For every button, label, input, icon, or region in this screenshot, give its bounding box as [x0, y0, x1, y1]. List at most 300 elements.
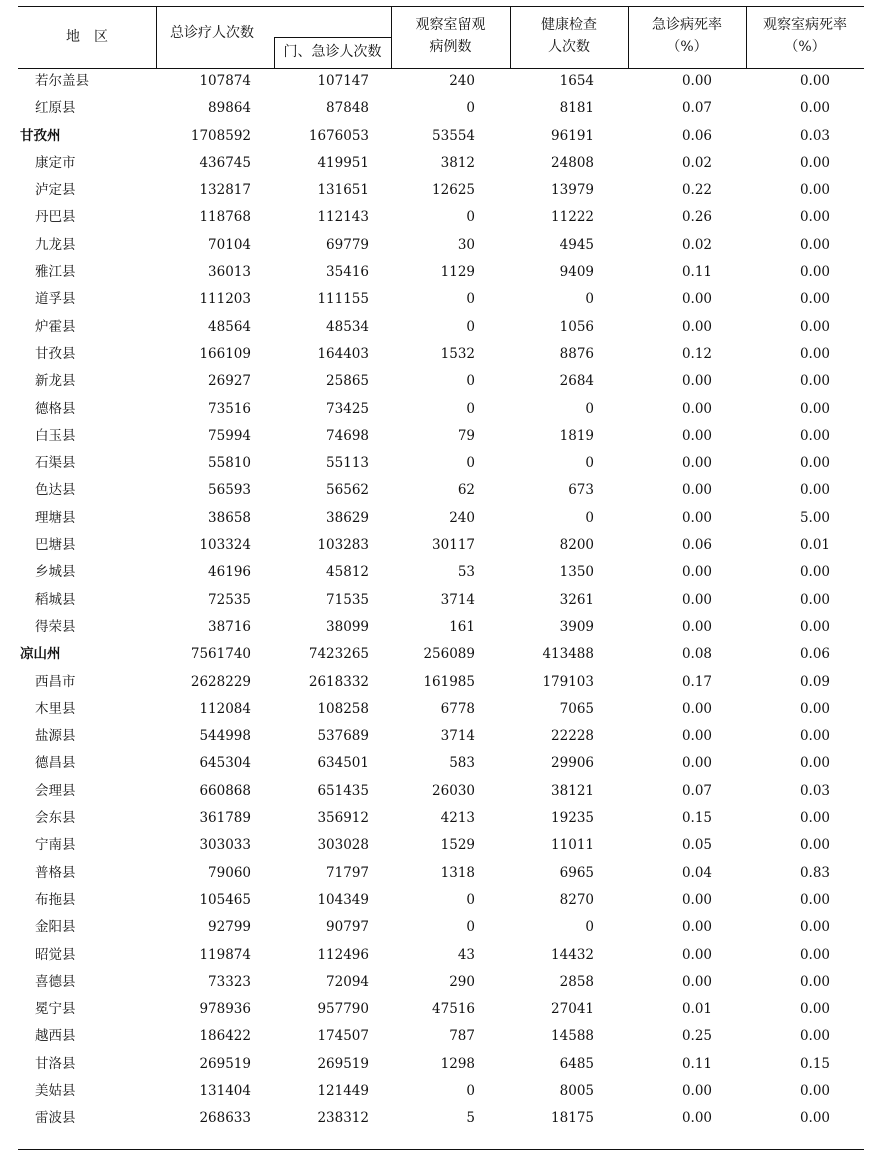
cell-outpatient-emergency: 957790: [317, 1001, 369, 1018]
cell-region: 色达县: [35, 482, 76, 499]
cell-health-checks: 2684: [559, 373, 594, 390]
cell-region: 金阳县: [35, 919, 76, 936]
cell-outpatient-emergency: 269519: [317, 1055, 369, 1072]
cell-observation-death-rate: 0.00: [799, 182, 830, 199]
cell-emergency-death-rate: 0.00: [681, 946, 712, 963]
cell-region: 白玉县: [35, 427, 76, 444]
cell-health-checks: 0: [585, 509, 594, 526]
cell-emergency-death-rate: 0.06: [681, 537, 712, 554]
cell-observation-death-rate: 0.03: [799, 127, 830, 144]
cell-observation-cases: 26030: [432, 782, 475, 799]
cell-observation-death-rate: 0.00: [799, 700, 830, 717]
cell-observation-cases: 256089: [423, 646, 475, 663]
cell-emergency-death-rate: 0.00: [681, 973, 712, 990]
header-observation-death-rate: 观察室病死率 （%）: [763, 17, 847, 55]
cell-outpatient-emergency: 303028: [317, 837, 369, 854]
cell-region: 冕宁县: [35, 1001, 76, 1018]
cell-total-visits: 36013: [208, 264, 251, 281]
table-row: [18, 68, 864, 95]
cell-outpatient-emergency: 7423265: [308, 646, 369, 663]
cell-observation-cases: 0: [466, 318, 475, 335]
cell-outpatient-emergency: 69779: [326, 236, 369, 253]
cell-emergency-death-rate: 0.00: [681, 591, 712, 608]
table-row: [18, 996, 864, 1023]
cell-outpatient-emergency: 107147: [317, 73, 369, 89]
cell-total-visits: 56593: [208, 482, 251, 499]
cell-region: 昭觉县: [35, 946, 76, 963]
cell-observation-cases: 47516: [432, 1001, 475, 1018]
cell-region: 甘孜州: [20, 127, 61, 144]
cell-observation-death-rate: 0.06: [799, 646, 830, 663]
table-row: [18, 95, 864, 122]
table-row: [18, 423, 864, 450]
cell-observation-cases: 1129: [440, 264, 475, 281]
cell-total-visits: 38716: [208, 618, 251, 635]
cell-health-checks: 13979: [551, 182, 594, 199]
cell-total-visits: 544998: [199, 728, 251, 745]
cell-observation-death-rate: 0.00: [799, 345, 830, 362]
cell-outpatient-emergency: 111155: [317, 291, 369, 308]
cell-total-visits: 105465: [199, 891, 251, 908]
cell-total-visits: 26927: [208, 373, 251, 390]
cell-total-visits: 269519: [199, 1055, 251, 1072]
cell-health-checks: 3909: [559, 618, 594, 635]
cell-observation-death-rate: 0.00: [799, 264, 830, 281]
cell-observation-death-rate: 0.00: [799, 236, 830, 253]
cell-health-checks: 0: [585, 400, 594, 417]
cell-outpatient-emergency: 71797: [326, 864, 369, 881]
cell-total-visits: 7561740: [190, 646, 251, 663]
cell-health-checks: 9409: [559, 264, 594, 281]
cell-observation-cases: 1298: [440, 1055, 475, 1072]
cell-outpatient-emergency: 112143: [317, 209, 369, 226]
cell-region: 盐源县: [35, 728, 76, 745]
cell-region: 会理县: [35, 782, 76, 799]
cell-outpatient-emergency: 108258: [317, 700, 369, 717]
cell-observation-death-rate: 0.00: [799, 318, 830, 335]
cell-health-checks: 11222: [551, 209, 594, 226]
cell-observation-death-rate: 0.00: [799, 564, 830, 581]
cell-outpatient-emergency: 419951: [317, 154, 369, 171]
cell-emergency-death-rate: 0.06: [681, 127, 712, 144]
cell-observation-death-rate: 0.00: [799, 427, 830, 444]
cell-observation-death-rate: 0.00: [799, 891, 830, 908]
cell-outpatient-emergency: 56562: [326, 482, 369, 499]
cell-health-checks: 2858: [559, 973, 594, 990]
cell-observation-cases: 0: [466, 209, 475, 226]
cell-emergency-death-rate: 0.00: [681, 919, 712, 936]
table-row: [18, 505, 864, 532]
cell-region: 宁南县: [35, 837, 76, 854]
cell-total-visits: 361789: [199, 810, 251, 827]
table-row: [18, 887, 864, 914]
cell-observation-death-rate: 0.00: [799, 1028, 830, 1045]
cell-emergency-death-rate: 0.00: [681, 755, 712, 772]
cell-observation-cases: 53554: [432, 127, 475, 144]
cell-observation-cases: 1529: [440, 837, 475, 854]
table-row: [18, 750, 864, 777]
cell-emergency-death-rate: 0.01: [681, 1001, 712, 1018]
cell-region: 道孚县: [35, 291, 76, 308]
cell-observation-cases: 3714: [440, 728, 475, 745]
cell-observation-cases: 787: [449, 1028, 475, 1045]
table-row: [18, 368, 864, 395]
cell-observation-cases: 6778: [440, 700, 475, 717]
cell-observation-death-rate: 0.09: [799, 673, 830, 690]
cell-health-checks: 7065: [559, 700, 594, 717]
cell-outpatient-emergency: 38099: [326, 618, 369, 635]
table-row: [18, 1023, 864, 1050]
cell-outpatient-emergency: 45812: [326, 564, 369, 581]
cell-region: 普格县: [35, 864, 76, 881]
header-emergency-death-rate: 急诊病死率 （%）: [652, 17, 722, 55]
cell-observation-cases: 53: [457, 564, 475, 581]
cell-region: 理塘县: [35, 509, 76, 526]
cell-outpatient-emergency: 2618332: [308, 673, 369, 690]
cell-observation-death-rate: 0.00: [799, 455, 830, 472]
cell-total-visits: 72535: [208, 591, 251, 608]
cell-observation-cases: 3812: [440, 154, 475, 171]
header-total-visits: 总诊疗人次数: [170, 25, 254, 41]
cell-region: 康定市: [35, 154, 76, 171]
cell-observation-cases: 3714: [440, 591, 475, 608]
cell-region: 雅江县: [35, 264, 76, 281]
cell-region: 西昌市: [35, 673, 76, 690]
cell-region: 若尔盖县: [35, 73, 89, 89]
cell-outpatient-emergency: 72094: [326, 973, 369, 990]
cell-outpatient-emergency: 55113: [326, 455, 369, 472]
cell-emergency-death-rate: 0.15: [681, 810, 712, 827]
table-row: [18, 669, 864, 696]
cell-region: 炉霍县: [35, 318, 76, 335]
cell-emergency-death-rate: 0.00: [681, 400, 712, 417]
cell-observation-cases: 0: [466, 1082, 475, 1099]
cell-outpatient-emergency: 174507: [317, 1028, 369, 1045]
cell-emergency-death-rate: 0.00: [681, 318, 712, 335]
cell-observation-cases: 0: [466, 400, 475, 417]
cell-observation-cases: 5: [466, 1110, 475, 1127]
table-row: [18, 450, 864, 477]
cell-total-visits: 107874: [199, 73, 251, 89]
cell-observation-cases: 0: [466, 373, 475, 390]
cell-emergency-death-rate: 0.00: [681, 728, 712, 745]
cell-observation-cases: 30117: [432, 537, 475, 554]
cell-health-checks: 8200: [559, 537, 594, 554]
cell-health-checks: 4945: [559, 236, 594, 253]
cell-total-visits: 46196: [208, 564, 251, 581]
cell-outpatient-emergency: 103283: [317, 537, 369, 554]
table-row: [18, 123, 864, 150]
cell-observation-cases: 1532: [440, 345, 475, 362]
cell-total-visits: 268633: [199, 1110, 251, 1127]
cell-health-checks: 24808: [551, 154, 594, 171]
cell-emergency-death-rate: 0.00: [681, 73, 712, 89]
table-row: [18, 286, 864, 313]
cell-region: 布拖县: [35, 891, 76, 908]
cell-health-checks: 0: [585, 919, 594, 936]
table-row: [18, 832, 864, 859]
cell-health-checks: 6965: [559, 864, 594, 881]
cell-total-visits: 111203: [199, 291, 251, 308]
table-top-rule: [18, 6, 864, 7]
cell-observation-cases: 240: [449, 73, 475, 89]
cell-outpatient-emergency: 112496: [317, 946, 369, 963]
cell-observation-death-rate: 0.00: [799, 973, 830, 990]
cell-region: 甘洛县: [35, 1055, 76, 1072]
cell-total-visits: 75994: [208, 427, 251, 444]
cell-region: 丹巴县: [35, 209, 76, 226]
cell-observation-cases: 161: [449, 618, 475, 635]
cell-observation-death-rate: 0.00: [799, 482, 830, 499]
cell-observation-death-rate: 0.00: [799, 209, 830, 226]
cell-health-checks: 1654: [559, 73, 594, 89]
cell-emergency-death-rate: 0.05: [681, 837, 712, 854]
cell-health-checks: 413488: [542, 646, 594, 663]
cell-outpatient-emergency: 38629: [326, 509, 369, 526]
cell-region: 越西县: [35, 1028, 76, 1045]
cell-emergency-death-rate: 0.00: [681, 455, 712, 472]
cell-total-visits: 436745: [199, 154, 251, 171]
cell-emergency-death-rate: 0.11: [681, 1055, 712, 1072]
cell-emergency-death-rate: 0.00: [681, 291, 712, 308]
cell-outpatient-emergency: 1676053: [308, 127, 369, 144]
header-outpatient-emergency: 门、急诊人次数: [283, 44, 382, 60]
cell-region: 稻城县: [35, 591, 76, 608]
cell-total-visits: 118768: [199, 209, 251, 226]
cell-health-checks: 18175: [551, 1110, 594, 1127]
cell-observation-cases: 0: [466, 100, 475, 117]
cell-outpatient-emergency: 164403: [317, 345, 369, 362]
cell-observation-cases: 0: [466, 455, 475, 472]
table-row: [18, 969, 864, 996]
table-row: [18, 396, 864, 423]
cell-total-visits: 89864: [208, 100, 251, 117]
cell-health-checks: 8270: [559, 891, 594, 908]
table-row: [18, 778, 864, 805]
cell-region: 石渠县: [35, 455, 76, 472]
table-row: [18, 696, 864, 723]
cell-outpatient-emergency: 90797: [326, 919, 369, 936]
cell-health-checks: 6485: [559, 1055, 594, 1072]
cell-emergency-death-rate: 0.00: [681, 1110, 712, 1127]
cell-observation-cases: 161985: [423, 673, 475, 690]
cell-outpatient-emergency: 25865: [326, 373, 369, 390]
cell-region: 得荣县: [35, 618, 76, 635]
cell-health-checks: 22228: [551, 728, 594, 745]
table-row: [18, 942, 864, 969]
cell-region: 红原县: [35, 100, 76, 117]
cell-region: 木里县: [35, 700, 76, 717]
cell-total-visits: 79060: [208, 864, 251, 881]
cell-observation-death-rate: 0.00: [799, 837, 830, 854]
cell-emergency-death-rate: 0.25: [681, 1028, 712, 1045]
header-region: 地 区: [66, 29, 108, 45]
table-row: [18, 259, 864, 286]
cell-observation-cases: 0: [466, 891, 475, 908]
cell-outpatient-emergency: 35416: [326, 264, 369, 281]
cell-observation-death-rate: 5.00: [799, 509, 830, 526]
cell-health-checks: 27041: [551, 1001, 594, 1018]
table-row: [18, 1078, 864, 1105]
cell-total-visits: 186422: [199, 1028, 251, 1045]
cell-emergency-death-rate: 0.00: [681, 1082, 712, 1099]
cell-total-visits: 92799: [208, 919, 251, 936]
cell-total-visits: 119874: [199, 946, 251, 963]
cell-outpatient-emergency: 634501: [317, 755, 369, 772]
cell-observation-death-rate: 0.00: [799, 154, 830, 171]
cell-observation-death-rate: 0.00: [799, 591, 830, 608]
cell-total-visits: 70104: [208, 236, 251, 253]
cell-total-visits: 55810: [208, 455, 251, 472]
cell-region: 新龙县: [35, 373, 76, 390]
cell-observation-death-rate: 0.15: [799, 1055, 830, 1072]
table-row: [18, 232, 864, 259]
cell-observation-death-rate: 0.00: [799, 919, 830, 936]
cell-total-visits: 112084: [199, 700, 251, 717]
cell-health-checks: 14432: [551, 946, 594, 963]
header-observation-cases: 观察室留观 病例数: [415, 17, 486, 55]
cell-region: 会东县: [35, 810, 76, 827]
cell-health-checks: 0: [585, 291, 594, 308]
cell-total-visits: 73516: [208, 400, 251, 417]
cell-total-visits: 1708592: [190, 127, 251, 144]
cell-emergency-death-rate: 0.00: [681, 891, 712, 908]
cell-health-checks: 8876: [559, 345, 594, 362]
cell-emergency-death-rate: 0.08: [681, 646, 712, 663]
cell-outpatient-emergency: 131651: [317, 182, 369, 199]
cell-observation-cases: 240: [449, 509, 475, 526]
cell-total-visits: 48564: [208, 318, 251, 335]
cell-health-checks: 38121: [551, 782, 594, 799]
cell-observation-death-rate: 0.00: [799, 400, 830, 417]
cell-region: 雷波县: [35, 1110, 76, 1127]
table-row: [18, 587, 864, 614]
cell-region: 乡城县: [35, 564, 76, 581]
table-row: [18, 341, 864, 368]
cell-observation-death-rate: 0.00: [799, 100, 830, 117]
cell-health-checks: 96191: [551, 127, 594, 144]
cell-region: 甘孜县: [35, 345, 76, 362]
cell-health-checks: 673: [568, 482, 594, 499]
cell-emergency-death-rate: 0.00: [681, 618, 712, 635]
cell-emergency-death-rate: 0.12: [681, 345, 712, 362]
cell-total-visits: 978936: [199, 1001, 251, 1018]
table-row: [18, 559, 864, 586]
cell-total-visits: 645304: [199, 755, 251, 772]
table-row: [18, 641, 864, 668]
cell-observation-cases: 12625: [432, 182, 475, 199]
table-row: [18, 914, 864, 941]
table-row: [18, 477, 864, 504]
cell-emergency-death-rate: 0.00: [681, 373, 712, 390]
cell-outpatient-emergency: 651435: [317, 782, 369, 799]
cell-outpatient-emergency: 537689: [317, 728, 369, 745]
cell-health-checks: 1819: [559, 427, 594, 444]
cell-observation-cases: 290: [449, 973, 475, 990]
cell-health-checks: 8181: [559, 100, 594, 117]
cell-health-checks: 19235: [551, 810, 594, 827]
cell-observation-death-rate: 0.00: [799, 728, 830, 745]
cell-observation-cases: 583: [449, 755, 475, 772]
table-bottom-rule: [18, 1149, 864, 1150]
cell-region: 德格县: [35, 400, 76, 417]
cell-outpatient-emergency: 71535: [326, 591, 369, 608]
cell-total-visits: 2628229: [190, 673, 251, 690]
cell-health-checks: 14588: [551, 1028, 594, 1045]
cell-region: 美姑县: [35, 1082, 76, 1099]
cell-total-visits: 103324: [199, 537, 251, 554]
cell-emergency-death-rate: 0.11: [681, 264, 712, 281]
cell-emergency-death-rate: 0.00: [681, 700, 712, 717]
cell-observation-death-rate: 0.83: [799, 864, 830, 881]
cell-emergency-death-rate: 0.04: [681, 864, 712, 881]
cell-region: 巴塘县: [35, 537, 76, 554]
cell-observation-death-rate: 0.00: [799, 618, 830, 635]
cell-health-checks: 179103: [542, 673, 594, 690]
cell-observation-death-rate: 0.00: [799, 755, 830, 772]
cell-observation-death-rate: 0.00: [799, 1110, 830, 1127]
cell-emergency-death-rate: 0.02: [681, 154, 712, 171]
cell-total-visits: 73323: [208, 973, 251, 990]
cell-emergency-death-rate: 0.00: [681, 482, 712, 499]
cell-emergency-death-rate: 0.17: [681, 673, 712, 690]
cell-observation-cases: 43: [457, 946, 475, 963]
cell-observation-cases: 0: [466, 291, 475, 308]
cell-observation-death-rate: 0.01: [799, 537, 830, 554]
cell-emergency-death-rate: 0.00: [681, 564, 712, 581]
cell-observation-cases: 4213: [440, 810, 475, 827]
table-row: [18, 860, 864, 887]
table-row: [18, 532, 864, 559]
cell-outpatient-emergency: 238312: [317, 1110, 369, 1127]
cell-outpatient-emergency: 104349: [317, 891, 369, 908]
header-health-checks: 健康检查 人次数: [541, 17, 597, 55]
cell-observation-cases: 0: [466, 919, 475, 936]
cell-total-visits: 132817: [199, 182, 251, 199]
cell-observation-death-rate: 0.00: [799, 946, 830, 963]
cell-outpatient-emergency: 121449: [317, 1082, 369, 1099]
cell-emergency-death-rate: 0.26: [681, 209, 712, 226]
cell-total-visits: 38658: [208, 509, 251, 526]
cell-health-checks: 1056: [559, 318, 594, 335]
cell-outpatient-emergency: 48534: [326, 318, 369, 335]
cell-observation-death-rate: 0.00: [799, 1082, 830, 1099]
cell-health-checks: 0: [585, 455, 594, 472]
cell-outpatient-emergency: 73425: [326, 400, 369, 417]
cell-emergency-death-rate: 0.02: [681, 236, 712, 253]
cell-total-visits: 660868: [199, 782, 251, 799]
cell-total-visits: 131404: [199, 1082, 251, 1099]
table-row: [18, 1051, 864, 1078]
cell-health-checks: 29906: [551, 755, 594, 772]
cell-observation-cases: 1318: [440, 864, 475, 881]
cell-region: 德昌县: [35, 755, 76, 772]
cell-region: 喜德县: [35, 973, 76, 990]
cell-observation-death-rate: 0.00: [799, 373, 830, 390]
table-row: [18, 1105, 864, 1132]
cell-outpatient-emergency: 356912: [317, 810, 369, 827]
cell-emergency-death-rate: 0.07: [681, 782, 712, 799]
table-body: [18, 68, 864, 1133]
cell-observation-cases: 62: [457, 482, 475, 499]
cell-observation-cases: 30: [457, 236, 475, 253]
cell-emergency-death-rate: 0.07: [681, 100, 712, 117]
table-row: [18, 614, 864, 641]
cell-region: 凉山州: [20, 646, 61, 663]
cell-total-visits: 166109: [199, 345, 251, 362]
cell-region: 泸定县: [35, 182, 76, 199]
cell-observation-death-rate: 0.00: [799, 291, 830, 308]
